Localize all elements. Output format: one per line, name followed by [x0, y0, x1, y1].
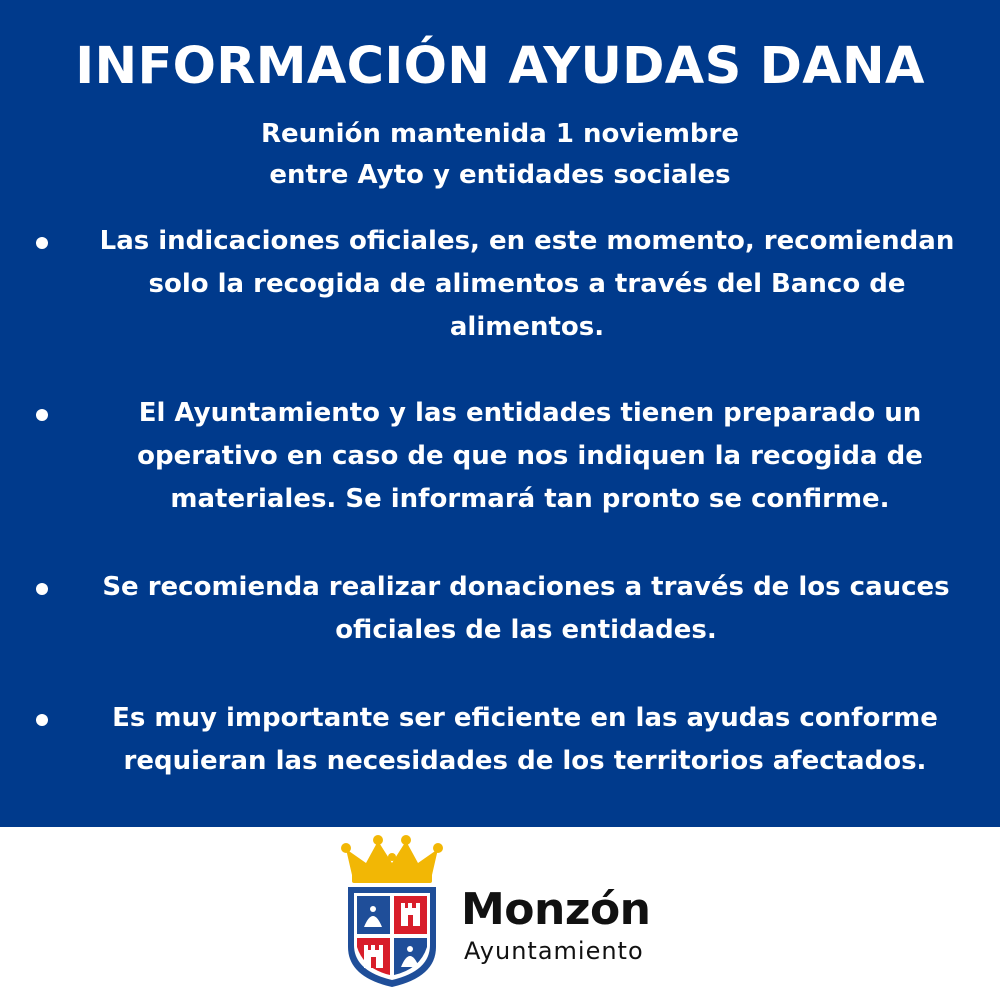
- bullet-text: El Ayuntamiento y las entidades tienen preparado un operativo en caso de que nos indiquen la recogida de materiales. Se informará tan pronto se confirme.: [137, 398, 923, 514]
- municipality-logo: [340, 835, 700, 995]
- bullet-text: Es muy importante ser eficiente en las ayudas conforme requieran las necesidades de los territorios afectados.: [112, 703, 938, 776]
- bullet-dot-icon: [36, 237, 48, 249]
- bullet-text: Las indicaciones oficiales, en este momento, recomiendan solo la recogida de alimentos a través del Banco de alimentos.: [99, 226, 955, 342]
- bullet-dot-icon: [36, 583, 48, 595]
- bullet-dot-icon: [36, 714, 48, 726]
- page-title: INFORMACIÓN AYUDAS DANA: [75, 37, 925, 96]
- subtitle-line-1: Reunión mantenida 1 noviembre: [260, 119, 740, 149]
- subtitle-line-2: entre Ayto y entidades sociales: [269, 160, 731, 190]
- bullet-dot-icon: [36, 409, 48, 421]
- bullet-text: Se recomienda realizar donaciones a través de los cauces oficiales de las entidades.: [102, 572, 950, 645]
- brand-name: Monzón: [461, 884, 651, 935]
- page-subtitle: [0, 114, 1000, 196]
- brand-subtitle: Ayuntamiento: [464, 937, 644, 965]
- coat-of-arms-icon: [340, 835, 444, 990]
